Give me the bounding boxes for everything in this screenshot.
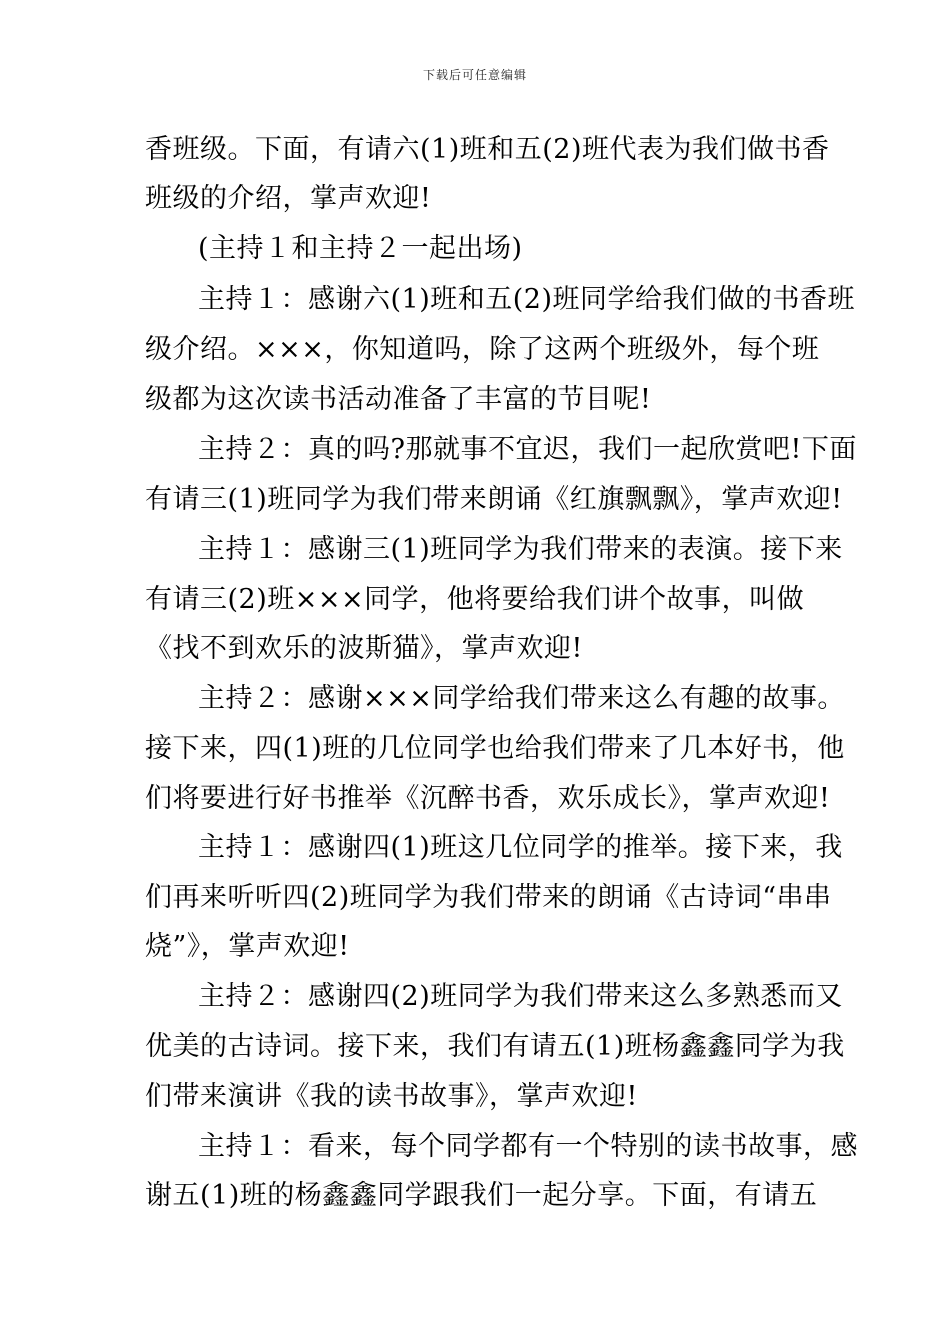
text-line: 接下来，四(1)班的几位同学也给我们带来了几本好书，他: [145, 733, 845, 764]
text-line: 主持２：感谢四(2)班同学为我们带来这么多熟悉而又: [198, 981, 843, 1012]
text-line: (主持１和主持２一起出场): [198, 233, 523, 264]
text-line: 主持２：感谢×××同学给我们带来这么有趣的故事。: [198, 683, 845, 714]
text-line: 有请三(2)班×××同学，他将要给我们讲个故事，叫做: [145, 584, 805, 615]
text-line: 班级的介绍，掌声欢迎!: [145, 183, 432, 214]
text-line: 主持１：感谢四(1)班这几位同学的推举。接下来，我: [198, 832, 843, 863]
text-line: 谢五(1)班的杨鑫鑫同学跟我们一起分享。下面，有请五: [145, 1180, 818, 1211]
text-line: 《找不到欢乐的波斯猫》，掌声欢迎!: [145, 633, 583, 664]
text-line: 级介绍。×××，你知道吗，除了这两个班级外，每个班: [145, 334, 820, 365]
text-line: 主持１：感谢六(1)班和五(2)班同学给我们做的书香班: [198, 284, 855, 315]
page-header: 下载后可任意编辑: [422, 68, 527, 82]
text-line: 们再来听听四(2)班同学为我们带来的朗诵《古诗词“串串: [145, 882, 832, 913]
text-line: 主持１：感谢三(1)班同学为我们带来的表演。接下来: [198, 534, 843, 565]
text-line: 主持１：看来，每个同学都有一个特别的读书故事，感: [198, 1131, 858, 1162]
text-line: 烧”》，掌声欢迎!: [145, 931, 350, 962]
text-line: 们将要进行好书推举《沉醉书香，欢乐成长》，掌声欢迎!: [145, 783, 831, 814]
text-line: 们带来演讲《我的读书故事》，掌声欢迎!: [145, 1081, 638, 1112]
text-line: 有请三(1)班同学为我们带来朗诵《红旗飘飘》，掌声欢迎!: [145, 484, 843, 515]
text-line: 级都为这次读书活动准备了丰富的节目呢!: [145, 384, 652, 415]
text-line: 优美的古诗词。接下来，我们有请五(1)班杨鑫鑫同学为我: [145, 1031, 845, 1062]
text-line: 香班级。下面，有请六(1)班和五(2)班代表为我们做书香: [145, 134, 830, 165]
text-line: 主持２：真的吗?那就事不宜迟，我们一起欣赏吧!下面: [198, 434, 857, 465]
